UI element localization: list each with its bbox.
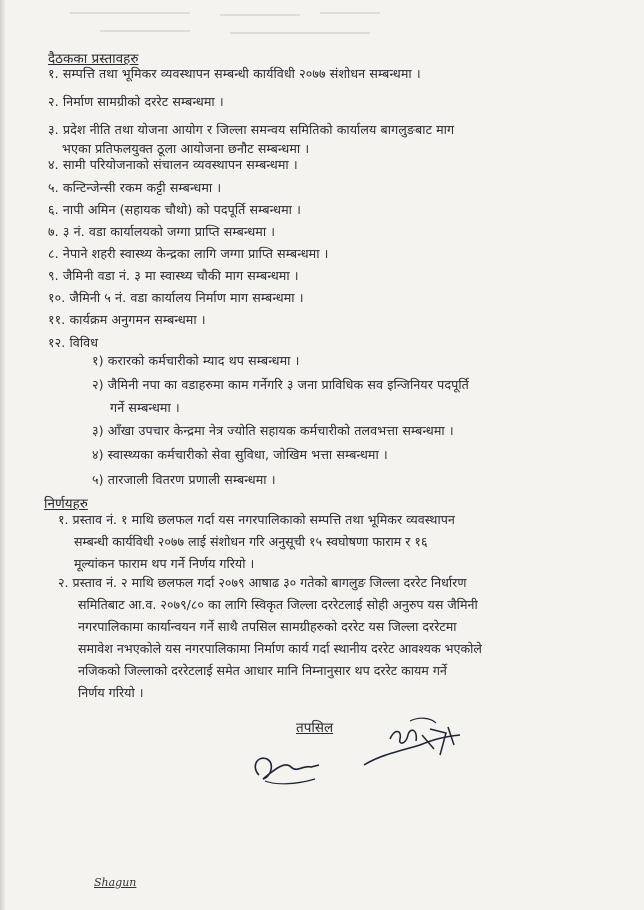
bleed-through-text bbox=[60, 2, 600, 42]
proposal-item-continuation: भएका प्रतिफलयुक्त ठूला आयोजना छनौट सम्बन्धमा । bbox=[62, 141, 310, 156]
proposal-item: २. निर्माण सामग्रीको दररेट सम्बन्धमा । bbox=[48, 94, 224, 109]
proposal-item: १२. विविध bbox=[48, 335, 99, 350]
proposal-item: ३. प्रदेश नीति तथा योजना आयोग र जिल्ला समन्वय समितिको कार्यालय बागलुङबाट माग bbox=[48, 122, 455, 137]
proposal-item: ४. सामी परियोजनाको संचालन व्यवस्थापन सम्बन्धमा । bbox=[48, 157, 298, 172]
decision-2-line: नजिकको जिल्लाको दररेटलाई समेत आधार मानि निम्नानुसार थप दररेट कायम गर्ने bbox=[78, 663, 447, 678]
proposal-item: ८. नेपाने शहरी स्वास्थ्य केन्द्रका लागि जग्गा प्राप्ति सम्बन्धमा । bbox=[48, 246, 329, 261]
misc-item: ३) आँखा उपचार केन्द्रमा नेत्र ज्योति सहायक कर्मचारीको तलवभत्ता सम्बन्धमा । bbox=[92, 423, 454, 438]
decision-2-line: समितिबाट आ.व. २०७९/८० का लागि स्विकृत जिल्ला दररेटलाई सोही अनुरुप यस जैमिनी bbox=[78, 597, 478, 612]
annex-label: तपसिल bbox=[296, 720, 334, 736]
decision-2 bbox=[58, 572, 482, 704]
misc-item: १) करारको कर्मचारीको म्याद थप सम्बन्धमा । bbox=[92, 353, 300, 368]
proposal-item: ९. जैमिनी वडा नं. ३ मा स्वास्थ्य चौकी माग सम्बन्धमा । bbox=[48, 268, 299, 283]
page-edge-shadow bbox=[0, 0, 6, 910]
misc-item-continuation: गर्ने सम्बन्धमा । bbox=[110, 400, 180, 415]
signature-mark bbox=[245, 745, 325, 790]
decision-1-line: सम्बन्धी कार्यविधी २०७७ लाई संशोधन गरि अनुसूची १५ स्वघोषणा फाराम र १६ bbox=[74, 534, 428, 549]
proposal-item: ७. ३ नं. वडा कार्यालयको जग्गा प्राप्ति सम्बन्धमा । bbox=[48, 224, 276, 239]
decision-2-line: निर्णय गरियो । bbox=[78, 685, 144, 700]
proposal-item: ५. कन्टिन्जेन्सी रकम कट्टी सम्बन्धमा । bbox=[48, 180, 222, 195]
decisions-heading: निर्णयहरु bbox=[44, 496, 88, 512]
proposal-item: ११. कार्यक्रम अनुगमन सम्बन्धमा । bbox=[48, 312, 206, 327]
decision-1-line: मूल्यांकन फाराम थप गर्ने निर्णय गरियो । bbox=[74, 556, 255, 571]
proposal-item: १. सम्पत्ति तथा भूमिकर व्यवस्थापन सम्बन्धी कार्यविधी २०७७ संशोधन सम्बन्धमा । bbox=[48, 66, 421, 81]
decision-1 bbox=[58, 509, 455, 575]
misc-item: २) जैमिनी नपा का वडाहरुमा काम गर्नेगरि ३ जना प्राविधिक सव इन्जिनियर पदपूर्ति bbox=[92, 377, 469, 392]
paper-brand-mark: Shagun bbox=[94, 876, 137, 889]
decision-2-line: नगरपालिकामा कार्यान्वयन गर्ने साथै तपसिल सामग्रीहरुको दररेट यस जिल्ला दररेटमा bbox=[78, 619, 457, 634]
misc-item: ४) स्वास्थ्यका कर्मचारीको सेवा सुविधा, जोखिम भत्ता सम्बन्धमा । bbox=[92, 447, 388, 462]
decision-2-line: समावेश नभएकोले यस नगरपालिकामा निर्माण कार्य गर्दा स्थानीय दररेट आवश्यक भएकोले bbox=[78, 641, 482, 656]
signature-mark bbox=[360, 715, 470, 775]
proposals-heading: दैठकका प्रस्तावहरु bbox=[48, 51, 139, 67]
misc-item: ५) तारजाली वितरण प्रणाली सम्बन्धमा । bbox=[92, 472, 276, 487]
bleed-through-marks bbox=[60, 2, 600, 42]
decision-1-line: १. प्रस्ताव नं. १ माथि छलफल गर्दा यस नगरपालिकाको सम्पत्ति तथा भूमिकर व्यवस्थापन bbox=[58, 512, 455, 527]
proposal-item: १०. जैमिनी ५ नं. वडा कार्यालय निर्माण माग सम्बन्धमा । bbox=[48, 290, 304, 305]
proposal-item: ६. नापी अमिन (सहायक चौथो) को पदपूर्ति सम्बन्धमा । bbox=[48, 202, 301, 217]
decision-2-line: २. प्रस्ताव नं. २ माथि छलफल गर्दा २०७९ आषाढ ३० गतेको बागलुङ जिल्ला दररेट निर्धारण bbox=[58, 575, 467, 590]
